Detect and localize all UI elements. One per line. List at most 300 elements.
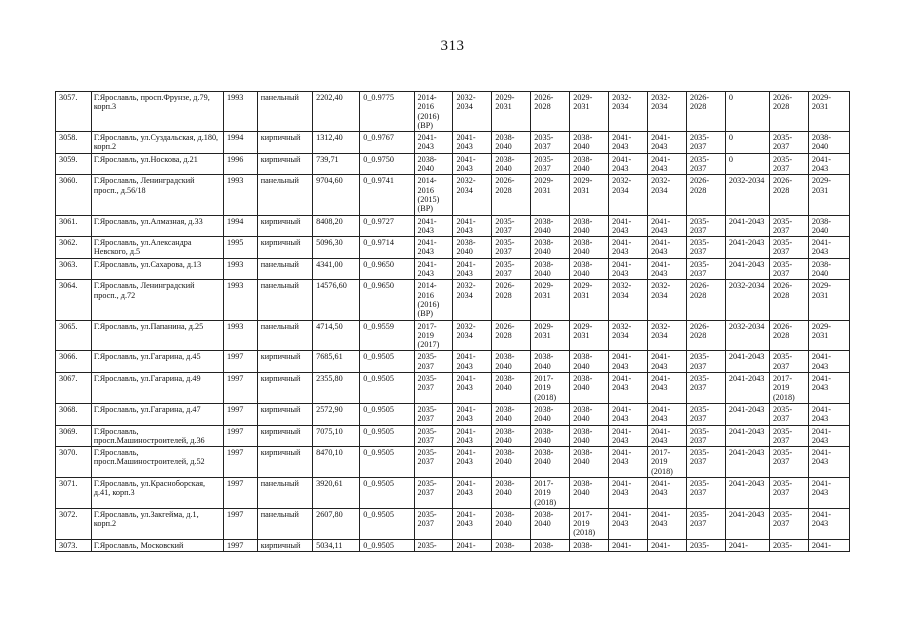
cell-wall-material: кирпичный xyxy=(257,237,312,259)
cell-coefficient: 0_0.9727 xyxy=(360,215,414,237)
cell-address: Г.Ярославль, Московский xyxy=(91,539,223,551)
cell-row-number: 3065. xyxy=(56,320,92,351)
cell-period-3: 2035-2037 xyxy=(492,215,531,237)
cell-area: 2572,90 xyxy=(313,403,360,425)
cell-row-number: 3058. xyxy=(56,132,92,154)
cell-year-built: 1993 xyxy=(224,175,258,215)
cell-period-2: 2041-2043 xyxy=(453,258,492,280)
cell-period-7: 2041-2043 xyxy=(648,237,687,259)
cell-period-10: 2026-2028 xyxy=(769,320,808,351)
cell-period-4: 2017-2019 (2018) xyxy=(531,373,570,404)
cell-period-4: 2029-2031 xyxy=(531,320,570,351)
cell-period-4: 2017-2019 (2018) xyxy=(531,477,570,508)
cell-period-8: 2035-2037 xyxy=(686,373,725,404)
cell-period-6: 2041-2043 xyxy=(609,477,648,508)
table-row xyxy=(56,425,850,447)
cell-period-10: 2035-2037 xyxy=(769,508,808,539)
cell-wall-material: панельный xyxy=(257,508,312,539)
cell-period-3: 2038-2040 xyxy=(492,425,531,447)
cell-coefficient: 0_0.9505 xyxy=(360,508,414,539)
cell-period-3: 2035-2037 xyxy=(492,237,531,259)
cell-address: Г.Ярославль, ул.Сахарова, д.13 xyxy=(91,258,223,280)
cell-period-7: 2041- xyxy=(648,539,687,551)
cell-period-7: 2041-2043 xyxy=(648,508,687,539)
cell-year-built: 1997 xyxy=(224,477,258,508)
cell-period-4: 2038- xyxy=(531,539,570,551)
cell-period-8: 2026-2028 xyxy=(686,280,725,320)
cell-period-11: 2041-2043 xyxy=(808,447,849,478)
cell-period-8: 2035-2037 xyxy=(686,477,725,508)
cell-period-8: 2035-2037 xyxy=(686,403,725,425)
cell-period-7: 2017-2019 (2018) xyxy=(648,447,687,478)
cell-period-5: 2038-2040 xyxy=(570,215,609,237)
cell-period-8: 2035-2037 xyxy=(686,215,725,237)
cell-wall-material: кирпичный xyxy=(257,373,312,404)
cell-period-4: 2029-2031 xyxy=(531,280,570,320)
cell-period-11: 2041-2043 xyxy=(808,403,849,425)
cell-period-1: 2035- xyxy=(414,539,453,551)
cell-period-3: 2026-2028 xyxy=(492,280,531,320)
cell-period-8: 2035-2037 xyxy=(686,508,725,539)
table-row xyxy=(56,320,850,351)
cell-period-1: 2041-2043 xyxy=(414,258,453,280)
table-row xyxy=(56,280,850,320)
cell-coefficient: 0_0.9505 xyxy=(360,447,414,478)
cell-period-6: 2041-2043 xyxy=(609,425,648,447)
cell-period-8: 2035- xyxy=(686,539,725,551)
cell-address: Г.Ярославль, ул.Гагарина, д.49 xyxy=(91,373,223,404)
cell-period-4: 2038-2040 xyxy=(531,425,570,447)
cell-period-1: 2041-2043 xyxy=(414,237,453,259)
cell-period-9: 2041-2043 xyxy=(725,237,769,259)
cell-wall-material: кирпичный xyxy=(257,403,312,425)
cell-period-7: 2041-2043 xyxy=(648,351,687,373)
cell-coefficient: 0_0.9741 xyxy=(360,175,414,215)
cell-wall-material: кирпичный xyxy=(257,447,312,478)
cell-address: Г.Ярославль, ул.Суздальская, д.180, корп.2 xyxy=(91,132,223,154)
cell-period-6: 2041- xyxy=(609,539,648,551)
cell-period-2: 2041-2043 xyxy=(453,508,492,539)
cell-period-4: 2038-2040 xyxy=(531,447,570,478)
cell-wall-material: кирпичный xyxy=(257,215,312,237)
cell-coefficient: 0_0.9505 xyxy=(360,373,414,404)
cell-coefficient: 0_0.9650 xyxy=(360,258,414,280)
cell-period-11: 2038-2040 xyxy=(808,258,849,280)
cell-period-8: 2026-2028 xyxy=(686,175,725,215)
cell-period-4: 2038-2040 xyxy=(531,403,570,425)
cell-period-10: 2035-2037 xyxy=(769,258,808,280)
cell-area: 7685,61 xyxy=(313,351,360,373)
cell-wall-material: панельный xyxy=(257,175,312,215)
cell-address: Г.Ярославль, ул.Красноборская, д.41, корп.3 xyxy=(91,477,223,508)
cell-period-5: 2038-2040 xyxy=(570,447,609,478)
cell-period-7: 2041-2043 xyxy=(648,477,687,508)
cell-period-9: 2032-2034 xyxy=(725,280,769,320)
cell-period-10: 2035- xyxy=(769,539,808,551)
cell-period-5: 2029-2031 xyxy=(570,280,609,320)
cell-row-number: 3064. xyxy=(56,280,92,320)
cell-address: Г.Ярославль, ул.Гагарина, д.47 xyxy=(91,403,223,425)
cell-period-3: 2038-2040 xyxy=(492,477,531,508)
cell-period-9: 2041-2043 xyxy=(725,447,769,478)
cell-period-2: 2041-2043 xyxy=(453,403,492,425)
cell-period-9: 2032-2034 xyxy=(725,320,769,351)
cell-period-6: 2041-2043 xyxy=(609,447,648,478)
cell-year-built: 1995 xyxy=(224,237,258,259)
cell-address: Г.Ярославль, ул.Алмазная, д.33 xyxy=(91,215,223,237)
cell-period-6: 2032-2034 xyxy=(609,320,648,351)
cell-period-3: 2038- xyxy=(492,539,531,551)
table-row xyxy=(56,403,850,425)
cell-address: Г.Ярославль, ул.Папанина, д.25 xyxy=(91,320,223,351)
cell-area: 1312,40 xyxy=(313,132,360,154)
cell-period-6: 2041-2043 xyxy=(609,258,648,280)
cell-area: 7075,10 xyxy=(313,425,360,447)
cell-period-2: 2041-2043 xyxy=(453,373,492,404)
cell-period-2: 2032-2034 xyxy=(453,92,492,132)
cell-period-11: 2041-2043 xyxy=(808,351,849,373)
table-row xyxy=(56,477,850,508)
cell-period-1: 2035-2037 xyxy=(414,373,453,404)
cell-period-2: 2041-2043 xyxy=(453,351,492,373)
cell-row-number: 3072. xyxy=(56,508,92,539)
cell-area: 5096,30 xyxy=(313,237,360,259)
cell-period-5: 2038-2040 xyxy=(570,153,609,175)
cell-period-2: 2041-2043 xyxy=(453,132,492,154)
cell-period-7: 2041-2043 xyxy=(648,425,687,447)
cell-period-2: 2041-2043 xyxy=(453,425,492,447)
cell-period-3: 2026-2028 xyxy=(492,320,531,351)
cell-address: Г.Ярославль, Ленинградский просп., д.56/18 xyxy=(91,175,223,215)
table-row xyxy=(56,92,850,132)
cell-period-6: 2041-2043 xyxy=(609,132,648,154)
cell-period-1: 2035-2037 xyxy=(414,508,453,539)
cell-period-7: 2032-2034 xyxy=(648,320,687,351)
cell-area: 2202,40 xyxy=(313,92,360,132)
cell-row-number: 3073. xyxy=(56,539,92,551)
cell-period-5: 2029-2031 xyxy=(570,92,609,132)
cell-period-9: 2032-2034 xyxy=(725,175,769,215)
cell-row-number: 3061. xyxy=(56,215,92,237)
table-row xyxy=(56,132,850,154)
cell-area: 4341,00 xyxy=(313,258,360,280)
cell-period-10: 2035-2037 xyxy=(769,237,808,259)
cell-period-8: 2026-2028 xyxy=(686,92,725,132)
cell-year-built: 1997 xyxy=(224,425,258,447)
table-row xyxy=(56,215,850,237)
cell-period-1: 2035-2037 xyxy=(414,403,453,425)
table-row xyxy=(56,508,850,539)
cell-period-2: 2032-2034 xyxy=(453,175,492,215)
cell-period-4: 2038-2040 xyxy=(531,237,570,259)
cell-coefficient: 0_0.9505 xyxy=(360,403,414,425)
cell-period-1: 2035-2037 xyxy=(414,477,453,508)
cell-coefficient: 0_0.9714 xyxy=(360,237,414,259)
cell-year-built: 1997 xyxy=(224,351,258,373)
cell-period-11: 2038-2040 xyxy=(808,215,849,237)
cell-year-built: 1997 xyxy=(224,508,258,539)
cell-row-number: 3067. xyxy=(56,373,92,404)
cell-period-9: 2041-2043 xyxy=(725,477,769,508)
cell-period-3: 2035-2037 xyxy=(492,258,531,280)
cell-year-built: 1997 xyxy=(224,373,258,404)
cell-area: 5034,11 xyxy=(313,539,360,551)
cell-period-7: 2041-2043 xyxy=(648,215,687,237)
cell-period-6: 2041-2043 xyxy=(609,237,648,259)
cell-row-number: 3060. xyxy=(56,175,92,215)
cell-period-4: 2038-2040 xyxy=(531,351,570,373)
cell-period-10: 2035-2037 xyxy=(769,351,808,373)
cell-period-5: 2038-2040 xyxy=(570,237,609,259)
cell-period-2: 2038-2040 xyxy=(453,237,492,259)
cell-period-9: 0 xyxy=(725,132,769,154)
cell-address: Г.Ярославль, просп.Машиностроителей, д.36 xyxy=(91,425,223,447)
cell-period-7: 2032-2034 xyxy=(648,92,687,132)
table-row xyxy=(56,373,850,404)
cell-period-7: 2032-2034 xyxy=(648,175,687,215)
cell-wall-material: панельный xyxy=(257,320,312,351)
cell-period-11: 2041-2043 xyxy=(808,373,849,404)
cell-address: Г.Ярославль, ул.Закгейма, д.1, корп.2 xyxy=(91,508,223,539)
cell-area: 3920,61 xyxy=(313,477,360,508)
cell-address: Г.Ярославль, просп.Фрунзе, д.79, корп.3 xyxy=(91,92,223,132)
cell-period-6: 2032-2034 xyxy=(609,175,648,215)
cell-year-built: 1993 xyxy=(224,92,258,132)
cell-period-8: 2026-2028 xyxy=(686,320,725,351)
cell-period-2: 2041-2043 xyxy=(453,477,492,508)
cell-area: 8408,20 xyxy=(313,215,360,237)
cell-period-8: 2035-2037 xyxy=(686,351,725,373)
cell-year-built: 1993 xyxy=(224,280,258,320)
cell-period-4: 2038-2040 xyxy=(531,215,570,237)
cell-period-11: 2041-2043 xyxy=(808,477,849,508)
cell-year-built: 1996 xyxy=(224,153,258,175)
cell-period-8: 2035-2037 xyxy=(686,132,725,154)
cell-period-10: 2035-2037 xyxy=(769,132,808,154)
cell-period-6: 2041-2043 xyxy=(609,373,648,404)
cell-period-1: 2017-2019 (2017) xyxy=(414,320,453,351)
cell-period-1: 2035-2037 xyxy=(414,425,453,447)
cell-period-2: 2041-2043 xyxy=(453,153,492,175)
cell-period-3: 2038-2040 xyxy=(492,508,531,539)
cell-period-2: 2041-2043 xyxy=(453,447,492,478)
cell-wall-material: кирпичный xyxy=(257,132,312,154)
cell-row-number: 3070. xyxy=(56,447,92,478)
cell-period-5: 2038-2040 xyxy=(570,351,609,373)
cell-period-5: 2017-2019 (2018) xyxy=(570,508,609,539)
cell-area: 2355,80 xyxy=(313,373,360,404)
cell-coefficient: 0_0.9505 xyxy=(360,351,414,373)
cell-period-1: 2038-2040 xyxy=(414,153,453,175)
cell-period-3: 2038-2040 xyxy=(492,351,531,373)
cell-period-10: 2035-2037 xyxy=(769,153,808,175)
cell-period-6: 2041-2043 xyxy=(609,153,648,175)
cell-area: 9704,60 xyxy=(313,175,360,215)
cell-year-built: 1997 xyxy=(224,447,258,478)
cell-row-number: 3057. xyxy=(56,92,92,132)
cell-period-2: 2032-2034 xyxy=(453,320,492,351)
cell-period-1: 2035-2037 xyxy=(414,447,453,478)
cell-period-4: 2035-2037 xyxy=(531,153,570,175)
cell-wall-material: кирпичный xyxy=(257,539,312,551)
cell-period-6: 2041-2043 xyxy=(609,403,648,425)
cell-period-7: 2041-2043 xyxy=(648,153,687,175)
table-row xyxy=(56,447,850,478)
cell-wall-material: кирпичный xyxy=(257,153,312,175)
table-row xyxy=(56,258,850,280)
cell-period-6: 2041-2043 xyxy=(609,215,648,237)
cell-area: 8470,10 xyxy=(313,447,360,478)
cell-address: Г.Ярославль, ул.Гагарина, д.45 xyxy=(91,351,223,373)
cell-period-3: 2038-2040 xyxy=(492,132,531,154)
cell-period-6: 2032-2034 xyxy=(609,280,648,320)
cell-area: 2607,80 xyxy=(313,508,360,539)
cell-period-4: 2038-2040 xyxy=(531,508,570,539)
cell-wall-material: кирпичный xyxy=(257,351,312,373)
cell-wall-material: кирпичный xyxy=(257,425,312,447)
cell-period-5: 2029-2031 xyxy=(570,175,609,215)
cell-period-5: 2029-2031 xyxy=(570,320,609,351)
cell-coefficient: 0_0.9505 xyxy=(360,539,414,551)
cell-period-5: 2038- xyxy=(570,539,609,551)
table-row xyxy=(56,153,850,175)
cell-period-9: 2041-2043 xyxy=(725,508,769,539)
cell-period-10: 2035-2037 xyxy=(769,425,808,447)
housing-repair-schedule-table xyxy=(55,91,850,552)
cell-period-8: 2035-2037 xyxy=(686,425,725,447)
cell-period-3: 2038-2040 xyxy=(492,447,531,478)
cell-period-3: 2038-2040 xyxy=(492,153,531,175)
cell-period-6: 2032-2034 xyxy=(609,92,648,132)
cell-year-built: 1997 xyxy=(224,539,258,551)
cell-period-4: 2029-2031 xyxy=(531,175,570,215)
cell-period-9: 0 xyxy=(725,92,769,132)
cell-area: 14576,60 xyxy=(313,280,360,320)
cell-period-7: 2041-2043 xyxy=(648,258,687,280)
cell-period-9: 2041-2043 xyxy=(725,403,769,425)
cell-wall-material: панельный xyxy=(257,92,312,132)
cell-row-number: 3062. xyxy=(56,237,92,259)
cell-area: 739,71 xyxy=(313,153,360,175)
cell-period-11: 2041- xyxy=(808,539,849,551)
cell-period-9: 2041-2043 xyxy=(725,373,769,404)
cell-row-number: 3066. xyxy=(56,351,92,373)
cell-period-4: 2026-2028 xyxy=(531,92,570,132)
cell-period-7: 2041-2043 xyxy=(648,373,687,404)
cell-period-11: 2041-2043 xyxy=(808,153,849,175)
cell-period-9: 2041-2043 xyxy=(725,215,769,237)
cell-year-built: 1997 xyxy=(224,403,258,425)
cell-period-9: 2041-2043 xyxy=(725,351,769,373)
cell-year-built: 1993 xyxy=(224,258,258,280)
table-row xyxy=(56,175,850,215)
cell-period-1: 2041-2043 xyxy=(414,215,453,237)
cell-period-5: 2038-2040 xyxy=(570,425,609,447)
cell-period-10: 2035-2037 xyxy=(769,477,808,508)
table-row xyxy=(56,539,850,551)
cell-period-6: 2041-2043 xyxy=(609,508,648,539)
cell-period-8: 2035-2037 xyxy=(686,258,725,280)
cell-period-11: 2029-2031 xyxy=(808,92,849,132)
cell-period-10: 2035-2037 xyxy=(769,403,808,425)
cell-period-5: 2038-2040 xyxy=(570,403,609,425)
cell-period-3: 2029-2031 xyxy=(492,92,531,132)
cell-row-number: 3069. xyxy=(56,425,92,447)
cell-row-number: 3071. xyxy=(56,477,92,508)
cell-period-5: 2038-2040 xyxy=(570,373,609,404)
cell-year-built: 1994 xyxy=(224,215,258,237)
cell-address: Г.Ярославль, ул.Носкова, д.21 xyxy=(91,153,223,175)
table-row xyxy=(56,351,850,373)
cell-period-1: 2014-2016 (2016) (ВР) xyxy=(414,280,453,320)
cell-coefficient: 0_0.9650 xyxy=(360,280,414,320)
cell-coefficient: 0_0.9775 xyxy=(360,92,414,132)
cell-coefficient: 0_0.9505 xyxy=(360,477,414,508)
cell-period-2: 2032-2034 xyxy=(453,280,492,320)
cell-row-number: 3063. xyxy=(56,258,92,280)
cell-coefficient: 0_0.9505 xyxy=(360,425,414,447)
cell-period-9: 2041- xyxy=(725,539,769,551)
cell-period-11: 2029-2031 xyxy=(808,320,849,351)
cell-period-2: 2041-2043 xyxy=(453,215,492,237)
cell-period-8: 2035-2037 xyxy=(686,447,725,478)
cell-coefficient: 0_0.9559 xyxy=(360,320,414,351)
table-row xyxy=(56,237,850,259)
cell-period-8: 2035-2037 xyxy=(686,237,725,259)
cell-period-11: 2041-2043 xyxy=(808,237,849,259)
cell-period-11: 2038-2040 xyxy=(808,132,849,154)
cell-period-3: 2026-2028 xyxy=(492,175,531,215)
cell-period-6: 2041-2043 xyxy=(609,351,648,373)
cell-period-1: 2014-2016 (2016) (ВР) xyxy=(414,92,453,132)
cell-address: Г.Ярославль, Ленинградский просп., д.72 xyxy=(91,280,223,320)
cell-address: Г.Ярославль, ул.Александра Невского, д.5 xyxy=(91,237,223,259)
cell-wall-material: панельный xyxy=(257,280,312,320)
cell-year-built: 1993 xyxy=(224,320,258,351)
cell-period-5: 2038-2040 xyxy=(570,132,609,154)
cell-period-3: 2038-2040 xyxy=(492,373,531,404)
cell-coefficient: 0_0.9767 xyxy=(360,132,414,154)
cell-area: 4714,50 xyxy=(313,320,360,351)
cell-wall-material: панельный xyxy=(257,258,312,280)
cell-period-11: 2041-2043 xyxy=(808,508,849,539)
cell-row-number: 3059. xyxy=(56,153,92,175)
cell-period-4: 2035-2037 xyxy=(531,132,570,154)
page-number: 313 xyxy=(440,38,465,54)
cell-wall-material: панельный xyxy=(257,477,312,508)
cell-period-11: 2029-2031 xyxy=(808,280,849,320)
cell-period-4: 2038-2040 xyxy=(531,258,570,280)
cell-period-7: 2041-2043 xyxy=(648,403,687,425)
cell-period-5: 2038-2040 xyxy=(570,258,609,280)
cell-period-8: 2035-2037 xyxy=(686,153,725,175)
cell-period-2: 2041- xyxy=(453,539,492,551)
cell-address: Г.Ярославль, просп.Машиностроителей, д.52 xyxy=(91,447,223,478)
document-table-wrapper xyxy=(55,91,850,640)
cell-period-10: 2017-2019 (2018) xyxy=(769,373,808,404)
cell-period-1: 2041-2043 xyxy=(414,132,453,154)
cell-row-number: 3068. xyxy=(56,403,92,425)
cell-year-built: 1994 xyxy=(224,132,258,154)
cell-period-9: 2041-2043 xyxy=(725,425,769,447)
cell-period-10: 2035-2037 xyxy=(769,447,808,478)
cell-period-5: 2038-2040 xyxy=(570,477,609,508)
cell-period-9: 2041-2043 xyxy=(725,258,769,280)
cell-period-10: 2035-2037 xyxy=(769,215,808,237)
cell-period-7: 2032-2034 xyxy=(648,280,687,320)
cell-period-9: 0 xyxy=(725,153,769,175)
cell-period-1: 2014-2016 (2015) (ВР) xyxy=(414,175,453,215)
